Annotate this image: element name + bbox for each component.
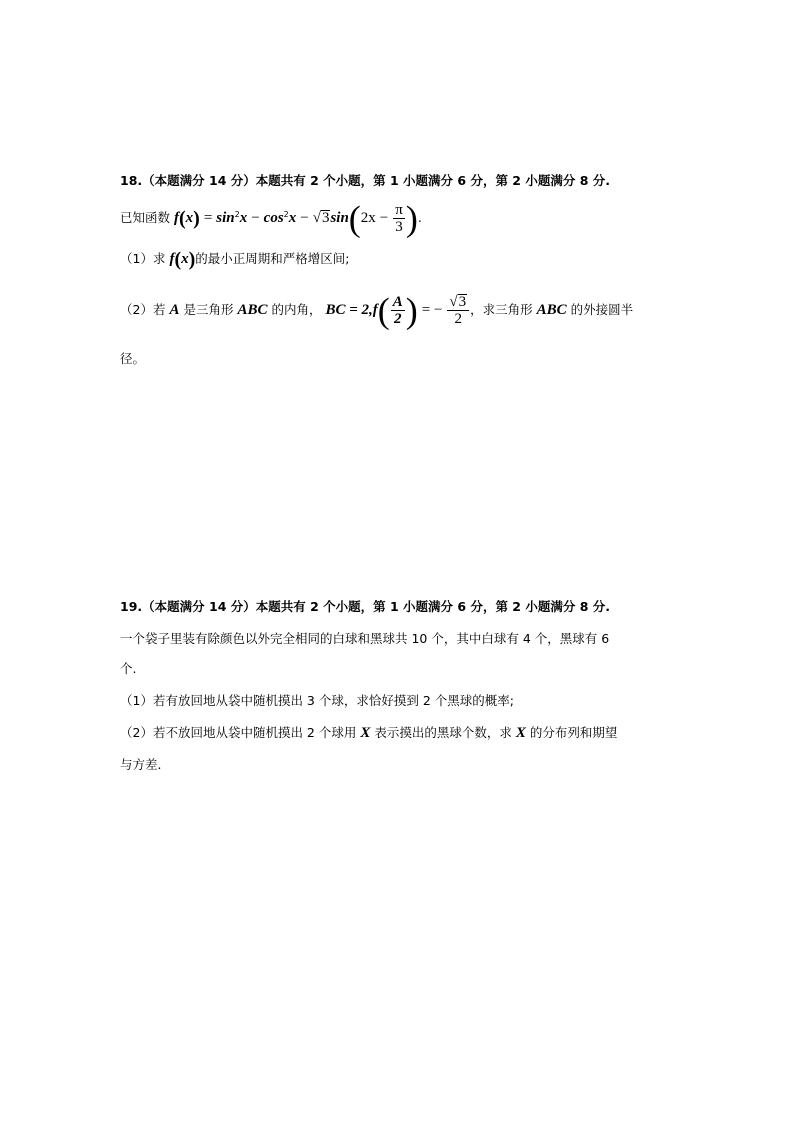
q18-sin: sin xyxy=(216,210,235,227)
q19-stem-line2: 个. xyxy=(120,661,137,676)
q18-minus1: − xyxy=(251,210,260,227)
q18-BC-eq: BC = 2, xyxy=(325,302,373,318)
q18-stem xyxy=(120,198,422,239)
q19-part2-c: 的分布列和期望 xyxy=(529,725,618,740)
q18-minus2: − xyxy=(300,210,309,227)
bigparen-open: ( xyxy=(377,290,390,331)
q18-sq2: 2 xyxy=(283,210,289,219)
sqrt3-over-2-fraction xyxy=(447,294,469,327)
frac-num: A xyxy=(392,294,403,310)
q18-part1-x: x xyxy=(181,251,189,267)
q18-period: . xyxy=(417,210,422,226)
frac-den: 2 xyxy=(454,311,463,327)
bigparen-open: ( xyxy=(348,198,361,239)
pi-over-3-fraction xyxy=(393,202,405,235)
paren-open: ( xyxy=(174,248,182,271)
q18-ABC: ABC xyxy=(237,302,268,318)
q18-stem-prefix: 已知函数 xyxy=(120,210,171,226)
q18-part1-f: f xyxy=(169,251,175,267)
q18-eq: = xyxy=(203,210,213,227)
q18-f2: f xyxy=(372,302,378,318)
q19-part2 xyxy=(120,724,617,742)
q18-ABC2: ABC xyxy=(536,302,567,318)
q18-part1-suffix: 的最小正周期和严格增区间; xyxy=(195,251,350,266)
q19-part1: （1）若有放回地从袋中随机摸出 3 个球，求恰好摸到 2 个黑球的概率; xyxy=(120,693,514,708)
bigparen-close: ) xyxy=(405,290,418,331)
q18-part1-prefix: （1）求 xyxy=(120,251,166,266)
q19-X2: X xyxy=(515,725,526,741)
sqrt-sign: √ xyxy=(312,210,321,227)
paren-close: ) xyxy=(188,248,196,271)
q18-eq-neg: = − xyxy=(421,302,443,318)
frac-num: π xyxy=(395,202,403,219)
q18-f: f xyxy=(174,210,179,227)
q18-part2-end: 的外接圆半 xyxy=(570,302,634,317)
sqrt-sign: √ xyxy=(449,294,458,310)
q18-part2 xyxy=(120,290,634,331)
q18-part2-prefix: （2）若 xyxy=(120,302,166,317)
q18-sin2: sin xyxy=(330,210,349,227)
A-over-2-fraction xyxy=(391,294,405,327)
q18-x: x xyxy=(185,210,194,227)
q19-part2-wrap: 与方差. xyxy=(120,757,162,772)
q19-X: X xyxy=(360,725,371,741)
q18-part1 xyxy=(120,248,350,270)
frac-den: 3 xyxy=(395,219,403,236)
q18-part2-wrap: 径。 xyxy=(120,351,146,366)
q18-part2-mid2: 的内角， xyxy=(271,302,322,317)
frac-den: 2 xyxy=(394,311,402,327)
q19-part2-a: （2）若不放回地从袋中随机摸出 2 个球用 xyxy=(120,725,357,740)
paren-close: ) xyxy=(193,207,200,230)
q18-x2: x xyxy=(239,210,248,227)
q18-part2-mid1: 是三角形 xyxy=(183,302,234,317)
q19-header: 19.（本题满分 14 分）本题共有 2 个小题，第 1 小题满分 6 分，第 2 小题满分 8 分. xyxy=(120,599,610,614)
q18-header: 18.（本题满分 14 分）本题共有 2 个小题，第 1 小题满分 6 分，第 2 小题满分 8 分. xyxy=(120,173,610,188)
frac-num xyxy=(447,294,469,311)
bigparen-close: ) xyxy=(405,198,418,239)
q18-root3: 3 xyxy=(321,210,330,227)
q18-x3: x xyxy=(288,210,297,227)
paren-open: ( xyxy=(179,207,186,230)
q18-A: A xyxy=(169,302,180,318)
q18-root3b: 3 xyxy=(458,294,467,310)
q18-sq1: 2 xyxy=(234,210,240,219)
q18-minus3: − xyxy=(379,210,389,227)
q18-cos: cos xyxy=(263,210,284,227)
q18-part2-suffix: ，求三角形 xyxy=(470,302,533,317)
q19-stem-line1: 一个袋子里装有除颜色以外完全相同的白球和黑球共 10 个，其中白球有 4 个，黑球有 6 xyxy=(120,631,610,646)
q18-2x: 2x xyxy=(360,210,376,227)
q19-part2-b: 表示摸出的黑球个数，求 xyxy=(374,725,512,740)
